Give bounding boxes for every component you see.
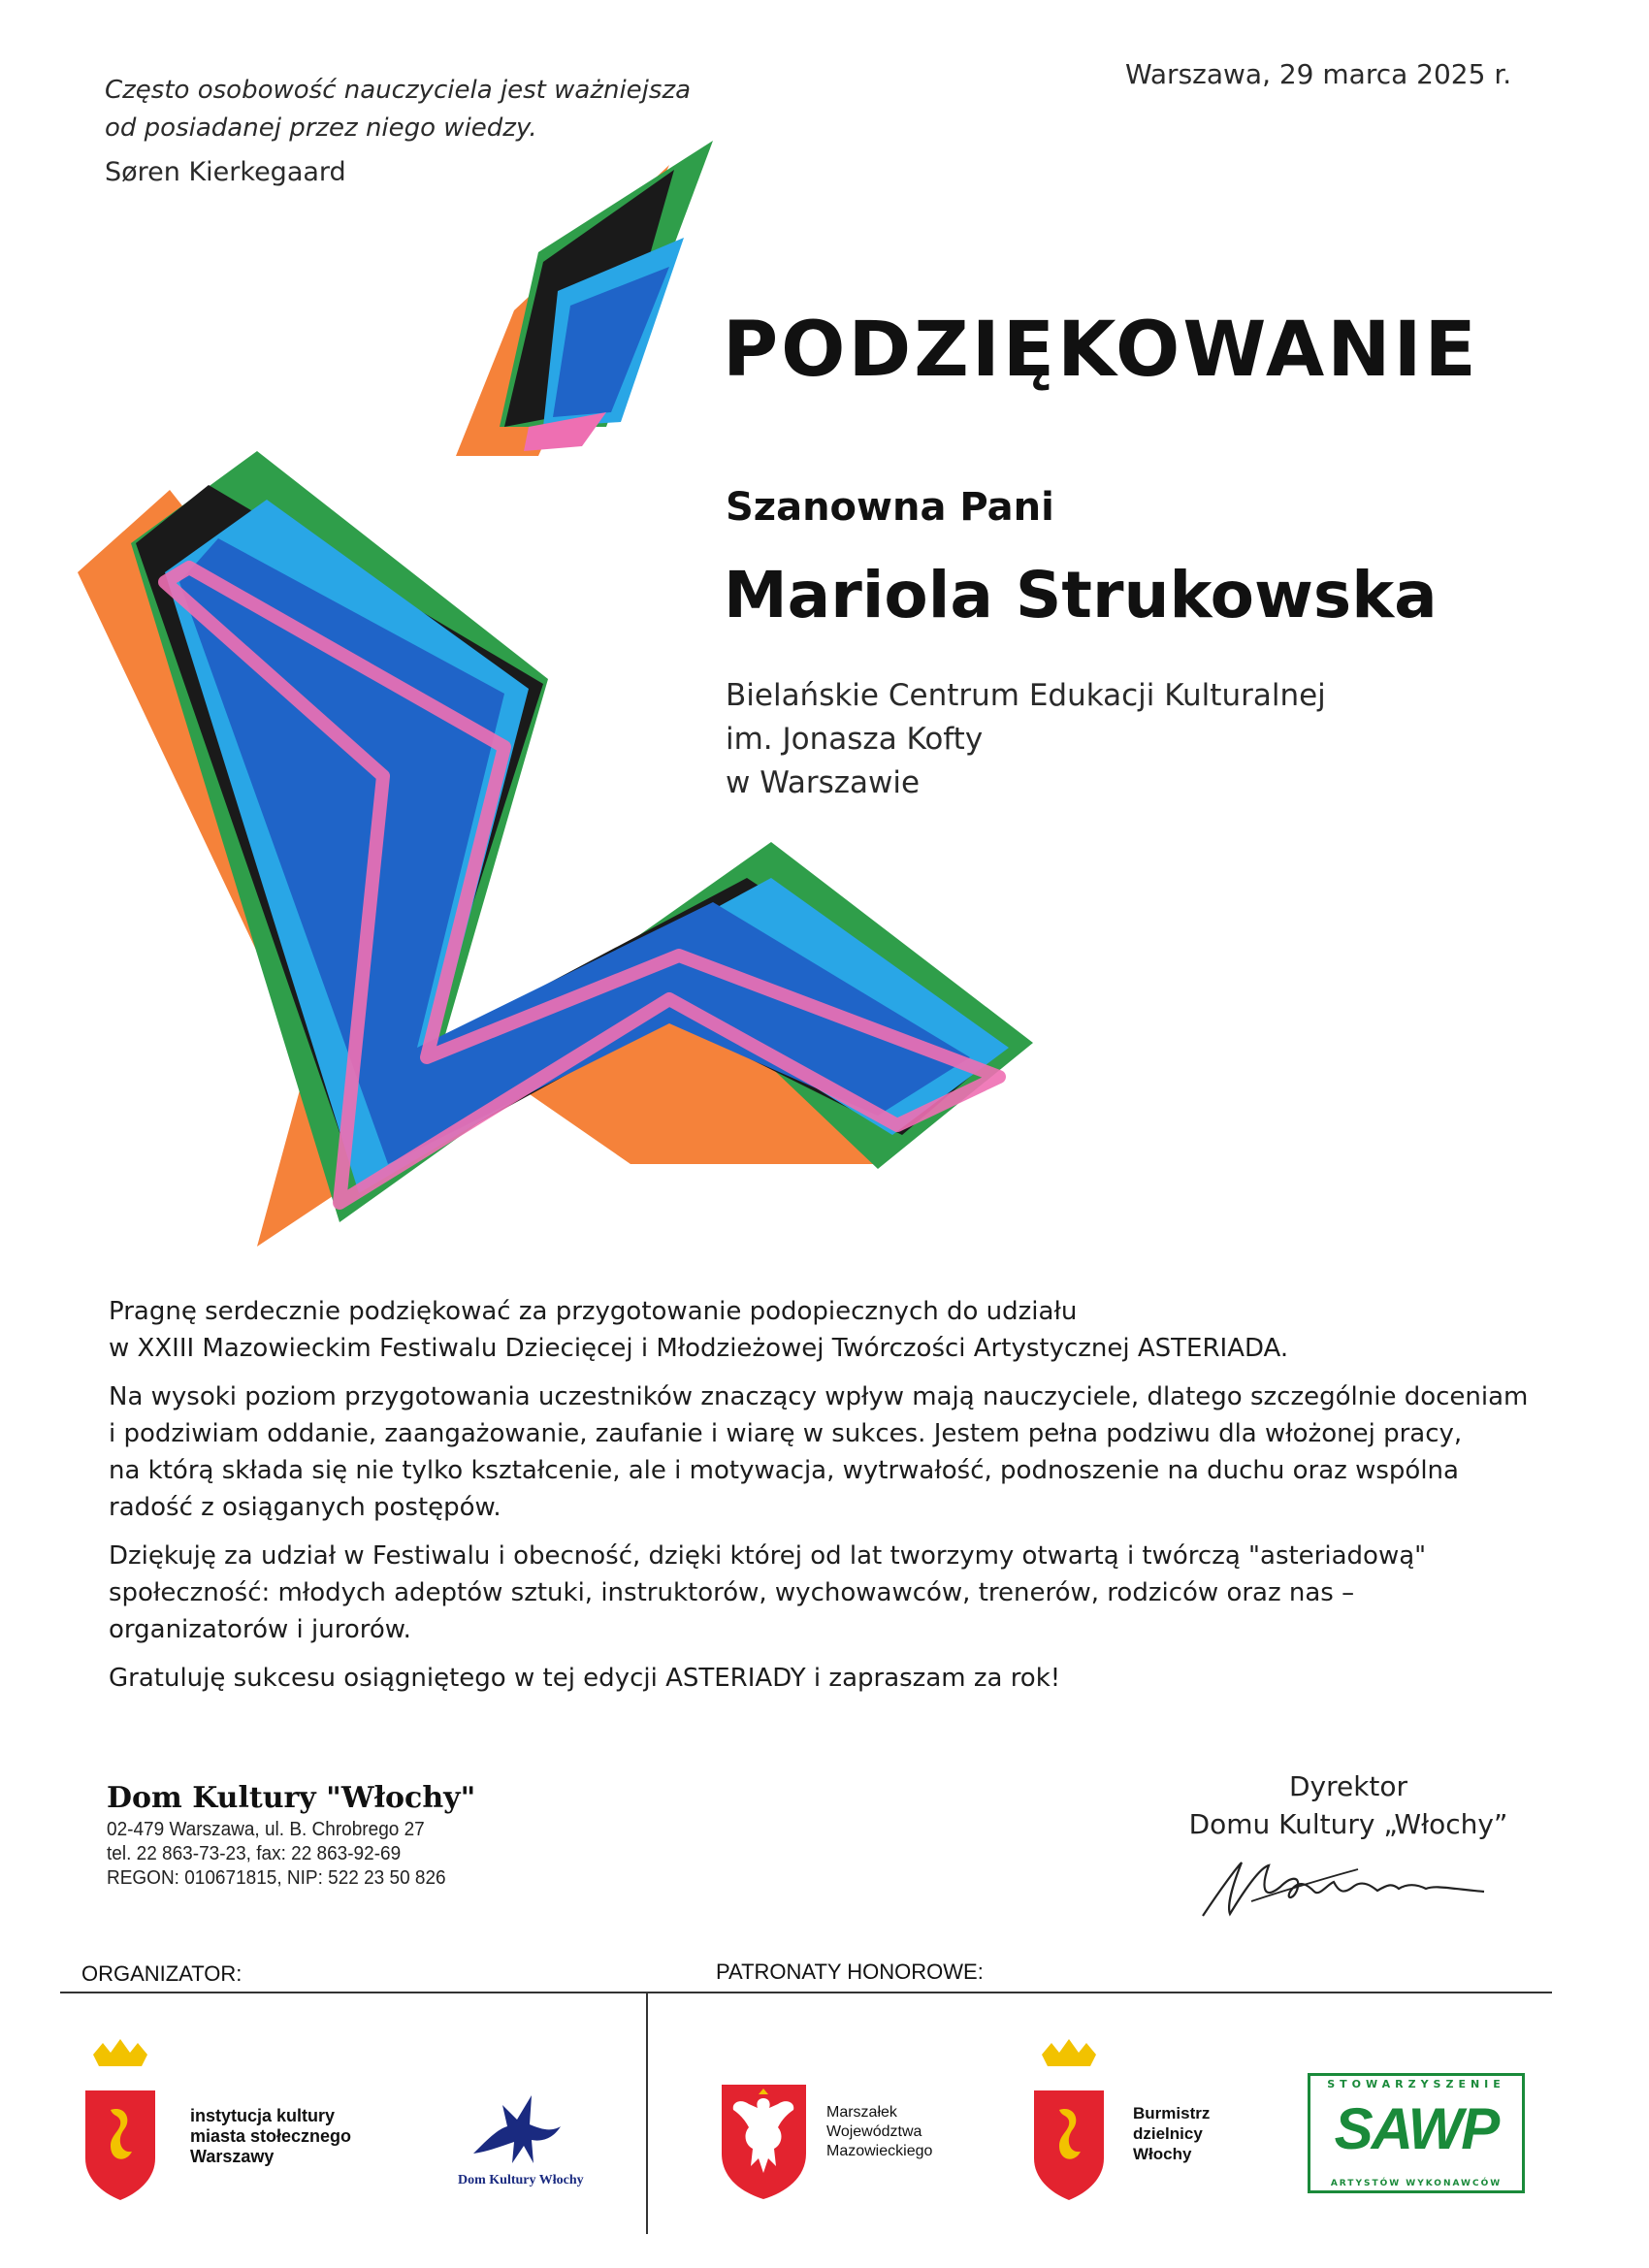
institution-line-1: Bielańskie Centrum Edukacji Kulturalnej [726, 678, 1326, 713]
sawp-logo-main: SAWP [1334, 2096, 1499, 2161]
dk-logo-text: Dom Kultury Włochy [458, 2173, 584, 2187]
institution-line-3: w Warszawie [726, 765, 921, 800]
warsaw-logo-line-2: miasta stołecznego [190, 2126, 352, 2146]
recipient-institution [726, 674, 1326, 805]
stamp-details [107, 1818, 446, 1891]
body-paragraph-2: Na wysoki poziom przygotowania uczestników znaczący wpływ mają nauczyciele, dlatego szczególnie doceniam i podziwiam oddanie, zaangażowanie, zaufanie i wiarę w sukces. Jestem pełna podziwu dla włożonej pracy, na którą składa się nie tylko kształcenie, ale i motywacja, wytrwałość, podnoszenie na duchu oraz wspólna radość z osiąganych postępów. [109, 1382, 1529, 1522]
burmistrz-crest-icon [1030, 2037, 1108, 2202]
warsaw-crest-icon [81, 2037, 159, 2202]
director-signature [1193, 1848, 1504, 1926]
mazowsze-logo-line-3: Mazowieckiego [826, 2143, 933, 2159]
quote-line-2: od posiadanej przez niego wiedzy. [105, 113, 537, 143]
recipient-name: Mariola Strukowska [724, 558, 1438, 632]
mazowsze-logo-line-1: Marszałek [826, 2104, 897, 2121]
stamp-phone: tel. 22 863-73-23, fax: 22 863-92-69 [107, 1843, 402, 1864]
burmistrz-logo-text [1133, 2103, 1210, 2164]
director-title: Dyrektor [1288, 1770, 1408, 1802]
page-title: PODZIĘKOWANIE [723, 307, 1479, 394]
stamp-name: Dom Kultury "Włochy" [107, 1781, 476, 1815]
director-block [1154, 1767, 1542, 1843]
body-paragraph-4: Gratuluję sukcesu osiągniętego w tej edycji ASTERIADY i zapraszam za rok! [109, 1664, 1061, 1693]
stamp-regon: REGON: 010671815, NIP: 522 23 50 826 [107, 1867, 446, 1889]
institution-line-2: im. Jonasza Kofty [726, 722, 984, 757]
mazowsze-logo-text [826, 2103, 932, 2161]
patrons-label: PATRONATY HONOROWE: [716, 1960, 984, 1984]
burmistrz-logo-line-2: dzielnicy [1133, 2124, 1203, 2143]
stamp-address: 02-479 Warszawa, ul. B. Chrobrego 27 [107, 1819, 425, 1840]
mazowsze-logo-line-2: Województwa [826, 2123, 922, 2140]
pegasus-logo-icon [464, 2086, 570, 2168]
burmistrz-logo-line-3: Włochy [1133, 2145, 1192, 2163]
date: Warszawa, 29 marca 2025 r. [1125, 58, 1512, 90]
warsaw-logo-line-3: Warszawy [190, 2147, 275, 2166]
director-org: Domu Kultury „Włochy” [1188, 1808, 1508, 1840]
quote-line-1: Często osobowość nauczyciela jest ważniejsza [105, 76, 692, 105]
warsaw-logo-line-1: instytucja kultury [190, 2106, 336, 2125]
salutation: Szanowna Pani [726, 485, 1054, 530]
letter-body [109, 1293, 1544, 1708]
body-paragraph-3: Dziękuję za udział w Festiwalu i obecność, dzięki której od lat tworzymy otwartą i twórczą "asteriadową" społeczność: młodych adeptów sztuki, instruktorów, wychowawców, trenerów, rodziców oraz nas – organizatorów i jurorów. [109, 1541, 1427, 1644]
footer-divider [60, 1992, 1552, 1993]
warsaw-logo-text [190, 2106, 351, 2167]
burmistrz-logo-line-1: Burmistrz [1133, 2104, 1211, 2122]
organizer-label: ORGANIZATOR: [81, 1961, 242, 1986]
sawp-logo-bottom: ARTYSTÓW WYKONAWCÓW [1330, 2179, 1503, 2188]
body-paragraph-1: Pragnę serdecznie podziękować za przygotowanie podopiecznych do udziału w XXIII Mazowieckim Festiwalu Dziecięcej i Młodzieżowej Twórczości Artystycznej ASTERIADA. [109, 1297, 1289, 1363]
sawp-logo-top: STOWARZYSZENIE [1327, 2078, 1505, 2090]
quote-author: Søren Kierkegaard [105, 157, 346, 187]
footer-vertical-divider [646, 1993, 648, 2234]
mazowsze-eagle-crest-icon [718, 2081, 810, 2202]
